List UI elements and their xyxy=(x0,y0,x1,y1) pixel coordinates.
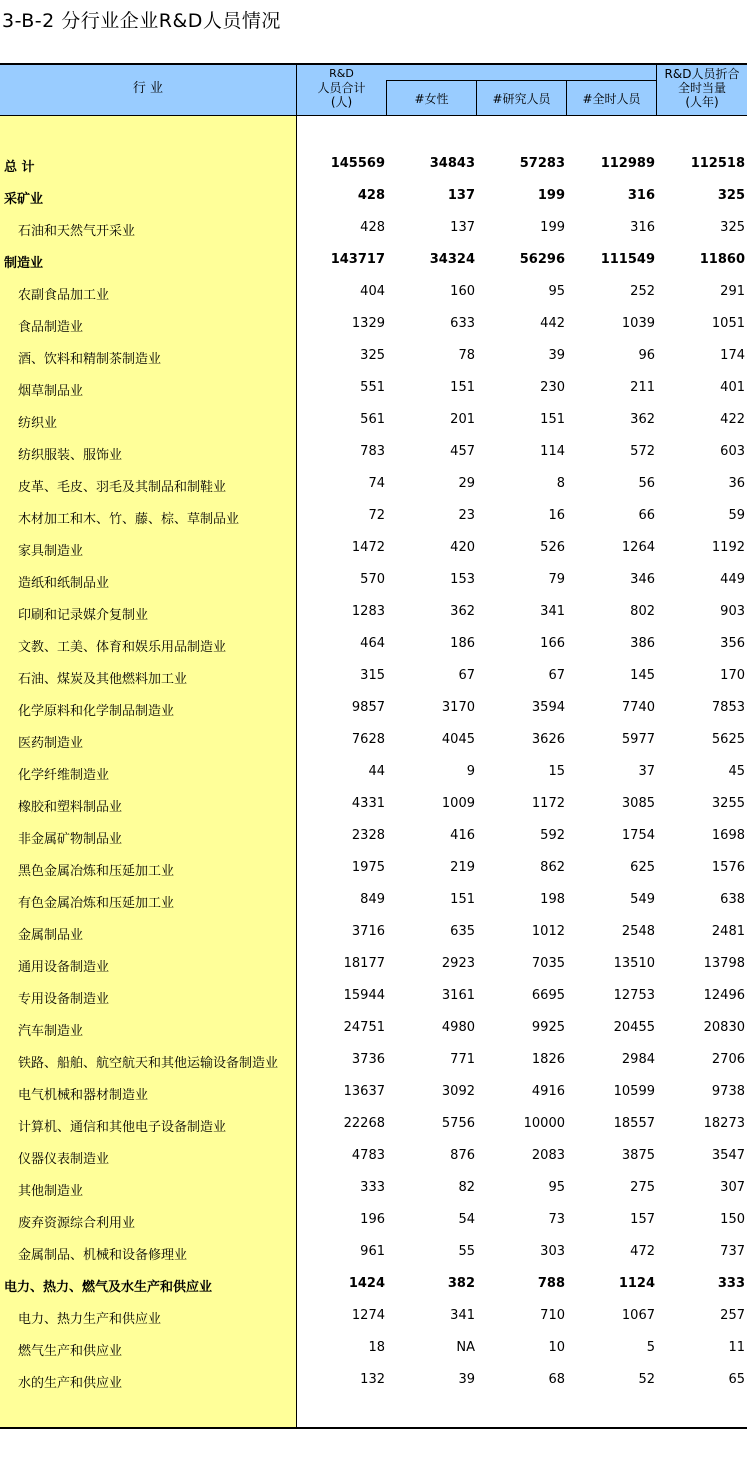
table-row xyxy=(0,276,747,308)
industry-name: 仪器仪表制造业 xyxy=(18,1152,110,1167)
industry-name: 电力、热力生产和供应业 xyxy=(18,1312,162,1327)
page-title: 3-B-2 分行业企业R&D人员情况 xyxy=(2,10,281,32)
table-row xyxy=(0,244,747,276)
cell-value: 570 xyxy=(360,572,385,587)
cell-value: 316 xyxy=(630,220,655,235)
industry-name: 木材加工和木、竹、藤、棕、草制品业 xyxy=(18,512,240,527)
cell-value: 783 xyxy=(360,444,385,459)
cell-value: 59 xyxy=(728,508,745,523)
cell-value: 876 xyxy=(450,1148,475,1163)
industry-name: 黑色金属冶炼和压延加工业 xyxy=(18,864,175,879)
cell-value: 2481 xyxy=(711,924,745,939)
table-row xyxy=(0,1236,747,1268)
cell-value: 2923 xyxy=(441,956,475,971)
industry-name: 酒、饮料和精制茶制造业 xyxy=(18,352,162,367)
industry-name: 有色金属冶炼和压延加工业 xyxy=(18,896,175,911)
cell-value: 333 xyxy=(360,1180,385,1195)
cell-value: 157 xyxy=(630,1212,655,1227)
cell-value: 303 xyxy=(540,1244,565,1259)
cell-value: 710 xyxy=(540,1308,565,1323)
table-row xyxy=(0,884,747,916)
header-total-line2: 人员合计 xyxy=(317,81,366,95)
industry-name: 计算机、通信和其他电子设备制造业 xyxy=(18,1120,227,1135)
cell-value: 186 xyxy=(450,636,475,651)
cell-value: 1172 xyxy=(531,796,565,811)
cell-value: 73 xyxy=(548,1212,565,1227)
cell-value: 3736 xyxy=(351,1052,385,1067)
cell-value: 1009 xyxy=(441,796,475,811)
cell-value: 20455 xyxy=(613,1020,655,1035)
cell-value: 196 xyxy=(360,1212,385,1227)
industry-name: 化学原料和化学制品制造业 xyxy=(18,704,175,719)
table-row xyxy=(0,916,747,948)
table-row xyxy=(0,980,747,1012)
cell-value: 11 xyxy=(728,1340,745,1355)
cell-value: 13637 xyxy=(343,1084,385,1099)
cell-value: 150 xyxy=(720,1212,745,1227)
cell-value: 1051 xyxy=(711,316,745,331)
industry-name: 家具制造业 xyxy=(18,544,84,559)
cell-value: 68 xyxy=(548,1372,565,1387)
cell-value: 11860 xyxy=(699,252,745,267)
industry-name: 燃气生产和供应业 xyxy=(18,1344,123,1359)
cell-value: 39 xyxy=(548,348,565,363)
cell-value: 20830 xyxy=(703,1020,745,1035)
cell-value: 526 xyxy=(540,540,565,555)
table-row xyxy=(0,1108,747,1140)
cell-value: 633 xyxy=(450,316,475,331)
cell-value: 34324 xyxy=(429,252,475,267)
table-row xyxy=(0,1012,747,1044)
table-row xyxy=(0,1332,747,1364)
cell-value: 961 xyxy=(360,1244,385,1259)
cell-value: 65 xyxy=(728,1372,745,1387)
header-total-line3: (人) xyxy=(330,95,353,109)
cell-value: 625 xyxy=(630,860,655,875)
cell-value: 551 xyxy=(360,380,385,395)
cell-value: 4331 xyxy=(351,796,385,811)
cell-value: 1039 xyxy=(621,316,655,331)
cell-value: 78 xyxy=(458,348,475,363)
industry-name: 水的生产和供应业 xyxy=(18,1376,123,1391)
cell-value: 10599 xyxy=(613,1084,655,1099)
cell-value: 291 xyxy=(720,284,745,299)
cell-value: 862 xyxy=(540,860,565,875)
table-row xyxy=(0,340,747,372)
cell-value: 3875 xyxy=(621,1148,655,1163)
cell-value: 39 xyxy=(458,1372,475,1387)
cell-value: 4916 xyxy=(531,1084,565,1099)
industry-name: 石油、煤炭及其他燃料加工业 xyxy=(18,672,188,687)
industry-name: 采矿业 xyxy=(4,192,44,207)
cell-value: 67 xyxy=(548,668,565,683)
cell-value: 211 xyxy=(630,380,655,395)
table-row xyxy=(0,1300,747,1332)
cell-value: 788 xyxy=(537,1276,565,1291)
cell-value: 386 xyxy=(630,636,655,651)
cell-value: 307 xyxy=(720,1180,745,1195)
cell-value: 45 xyxy=(728,764,745,779)
cell-value: 36 xyxy=(728,476,745,491)
industry-name: 专用设备制造业 xyxy=(18,992,110,1007)
cell-value: 18273 xyxy=(703,1116,745,1131)
industry-name: 印刷和记录媒介复制业 xyxy=(18,608,149,623)
cell-value: 257 xyxy=(720,1308,745,1323)
cell-value: 22268 xyxy=(343,1116,385,1131)
header-industry: 行 业 xyxy=(132,81,164,96)
cell-value: 472 xyxy=(630,1244,655,1259)
table-row xyxy=(0,1076,747,1108)
cell-value: 24751 xyxy=(343,1020,385,1035)
cell-value: 56296 xyxy=(519,252,565,267)
cell-value: 404 xyxy=(360,284,385,299)
cell-value: 95 xyxy=(548,284,565,299)
cell-value: 802 xyxy=(630,604,655,619)
cell-value: 341 xyxy=(450,1308,475,1323)
cell-value: 145 xyxy=(630,668,655,683)
industry-name: 纺织服装、服饰业 xyxy=(18,448,123,463)
cell-value: 10 xyxy=(548,1340,565,1355)
cell-value: 153 xyxy=(450,572,475,587)
header-female: #女性 xyxy=(414,92,449,106)
cell-value: 315 xyxy=(360,668,385,683)
cell-value: 9857 xyxy=(351,700,385,715)
cell-value: 7035 xyxy=(531,956,565,971)
industry-name: 烟草制品业 xyxy=(18,384,84,399)
industry-name: 其他制造业 xyxy=(18,1184,84,1199)
cell-value: 638 xyxy=(720,892,745,907)
table-row xyxy=(0,1172,747,1204)
cell-value: 79 xyxy=(548,572,565,587)
cell-value: 362 xyxy=(450,604,475,619)
table-row xyxy=(0,820,747,852)
cell-value: 52 xyxy=(638,1372,655,1387)
cell-value: 275 xyxy=(630,1180,655,1195)
cell-value: 592 xyxy=(540,828,565,843)
cell-value: 428 xyxy=(357,188,385,203)
table-row xyxy=(0,852,747,884)
industry-name: 橡胶和塑料制品业 xyxy=(18,800,123,815)
cell-value: 9 xyxy=(466,764,475,779)
cell-value: 416 xyxy=(450,828,475,843)
cell-value: 442 xyxy=(540,316,565,331)
cell-value: 428 xyxy=(360,220,385,235)
industry-name: 纺织业 xyxy=(18,416,58,431)
industry-name: 电力、热力、燃气及水生产和供应业 xyxy=(4,1280,213,1295)
cell-value: 82 xyxy=(458,1180,475,1195)
cell-value: 1754 xyxy=(621,828,655,843)
cell-value: 333 xyxy=(717,1276,745,1291)
cell-value: 198 xyxy=(540,892,565,907)
industry-name: 金属制品、机械和设备修理业 xyxy=(18,1248,188,1263)
table-row xyxy=(0,1268,747,1300)
table-row xyxy=(0,532,747,564)
table-row xyxy=(0,1044,747,1076)
cell-value: 15944 xyxy=(343,988,385,1003)
cell-value: 4783 xyxy=(351,1148,385,1163)
industry-name: 金属制品业 xyxy=(18,928,84,943)
industry-name: 铁路、船舶、航空航天和其他运输设备制造业 xyxy=(18,1056,279,1071)
cell-value: 114 xyxy=(540,444,565,459)
cell-value: 635 xyxy=(450,924,475,939)
cell-value: 3161 xyxy=(441,988,475,1003)
table-row xyxy=(0,148,747,180)
cell-value: 3092 xyxy=(441,1084,475,1099)
table-row xyxy=(0,372,747,404)
table-row xyxy=(0,692,747,724)
cell-value: 771 xyxy=(450,1052,475,1067)
cell-value: 137 xyxy=(447,188,475,203)
cell-value: 219 xyxy=(450,860,475,875)
cell-value: 2328 xyxy=(351,828,385,843)
cell-value: 1124 xyxy=(618,1276,655,1291)
cell-value: 13510 xyxy=(613,956,655,971)
cell-value: 420 xyxy=(450,540,475,555)
cell-value: 143717 xyxy=(330,252,385,267)
cell-value: 12496 xyxy=(703,988,745,1003)
table-row xyxy=(0,564,747,596)
table-row xyxy=(0,1364,747,1396)
cell-value: 1329 xyxy=(351,316,385,331)
cell-value: 151 xyxy=(450,892,475,907)
table-row xyxy=(0,1204,747,1236)
cell-value: 1012 xyxy=(531,924,565,939)
table-row xyxy=(0,468,747,500)
header-equiv-line2: 全时当量 xyxy=(677,81,726,95)
industry-name: 非金属矿物制品业 xyxy=(18,832,123,847)
cell-value: 603 xyxy=(720,444,745,459)
table-row xyxy=(0,404,747,436)
industry-name: 文教、工美、体育和娱乐用品制造业 xyxy=(18,640,227,655)
cell-value: 23 xyxy=(458,508,475,523)
cell-value: 7628 xyxy=(351,732,385,747)
industry-name: 造纸和纸制品业 xyxy=(18,576,110,591)
cell-value: 325 xyxy=(360,348,385,363)
cell-value: 170 xyxy=(720,668,745,683)
cell-value: 199 xyxy=(537,188,565,203)
cell-value: 151 xyxy=(540,412,565,427)
cell-value: 7853 xyxy=(711,700,745,715)
cell-value: 4045 xyxy=(441,732,475,747)
industry-name: 石油和天然气开采业 xyxy=(18,224,136,239)
industry-name: 化学纤维制造业 xyxy=(18,768,110,783)
cell-value: 2984 xyxy=(621,1052,655,1067)
cell-value: 737 xyxy=(720,1244,745,1259)
cell-value: 1283 xyxy=(351,604,385,619)
cell-value: 12753 xyxy=(613,988,655,1003)
cell-value: 145569 xyxy=(330,156,385,171)
cell-value: 849 xyxy=(360,892,385,907)
cell-value: 1192 xyxy=(711,540,745,555)
cell-value: 57283 xyxy=(519,156,565,171)
cell-value: 356 xyxy=(720,636,745,651)
cell-value: 3255 xyxy=(711,796,745,811)
cell-value: 44 xyxy=(368,764,385,779)
table-row xyxy=(0,756,747,788)
cell-value: 3085 xyxy=(621,796,655,811)
cell-value: 2083 xyxy=(531,1148,565,1163)
cell-value: 1274 xyxy=(351,1308,385,1323)
cell-value: 5 xyxy=(646,1340,655,1355)
cell-value: 382 xyxy=(447,1276,475,1291)
industry-name: 通用设备制造业 xyxy=(18,960,110,975)
cell-value: 3626 xyxy=(531,732,565,747)
cell-value: 3594 xyxy=(531,700,565,715)
cell-value: 16 xyxy=(548,508,565,523)
cell-value: 67 xyxy=(458,668,475,683)
cell-value: 3716 xyxy=(351,924,385,939)
cell-value: 316 xyxy=(627,188,655,203)
cell-value: 2706 xyxy=(711,1052,745,1067)
cell-value: 112989 xyxy=(600,156,655,171)
table-row xyxy=(0,1140,747,1172)
cell-value: 561 xyxy=(360,412,385,427)
cell-value: 10000 xyxy=(523,1116,565,1131)
header-total-line1: R&D xyxy=(329,67,354,80)
cell-value: 464 xyxy=(360,636,385,651)
table-row xyxy=(0,788,747,820)
industry-name: 电气机械和器材制造业 xyxy=(18,1088,149,1103)
table-row xyxy=(0,212,747,244)
cell-value: 96 xyxy=(638,348,655,363)
header-total xyxy=(297,67,386,109)
cell-value: 325 xyxy=(717,188,745,203)
cell-value: NA xyxy=(456,1340,475,1355)
cell-value: 346 xyxy=(630,572,655,587)
cell-value: 66 xyxy=(638,508,655,523)
cell-value: 9738 xyxy=(711,1084,745,1099)
cell-value: 4980 xyxy=(441,1020,475,1035)
cell-value: 160 xyxy=(450,284,475,299)
industry-name: 总 计 xyxy=(4,160,35,175)
header-fulltime: #全时人员 xyxy=(582,92,641,106)
cell-value: 572 xyxy=(630,444,655,459)
cell-value: 56 xyxy=(638,476,655,491)
cell-value: 18557 xyxy=(613,1116,655,1131)
cell-value: 1975 xyxy=(351,860,385,875)
cell-value: 549 xyxy=(630,892,655,907)
cell-value: 95 xyxy=(548,1180,565,1195)
cell-value: 112518 xyxy=(690,156,745,171)
cell-value: 201 xyxy=(450,412,475,427)
cell-value: 5756 xyxy=(441,1116,475,1131)
cell-value: 1264 xyxy=(621,540,655,555)
table-row xyxy=(0,660,747,692)
table-row xyxy=(0,596,747,628)
table-row xyxy=(0,500,747,532)
header-equiv-line1: R&D人员折合 xyxy=(664,67,740,81)
cell-value: 174 xyxy=(720,348,745,363)
cell-value: 341 xyxy=(540,604,565,619)
industry-name: 废弃资源综合利用业 xyxy=(18,1216,136,1231)
cell-value: 8 xyxy=(556,476,565,491)
cell-value: 5625 xyxy=(711,732,745,747)
cell-value: 252 xyxy=(630,284,655,299)
header-equiv-line3: (人年) xyxy=(685,95,719,109)
cell-value: 199 xyxy=(540,220,565,235)
cell-value: 18177 xyxy=(343,956,385,971)
table-row xyxy=(0,628,747,660)
cell-value: 2548 xyxy=(621,924,655,939)
cell-value: 5977 xyxy=(621,732,655,747)
cell-value: 449 xyxy=(720,572,745,587)
industry-name: 食品制造业 xyxy=(18,320,84,335)
header-equiv xyxy=(657,67,747,109)
industry-name: 医药制造业 xyxy=(18,736,84,751)
cell-value: 1067 xyxy=(621,1308,655,1323)
cell-value: 74 xyxy=(368,476,385,491)
cell-value: 1576 xyxy=(711,860,745,875)
industry-name: 农副食品加工业 xyxy=(18,288,110,303)
cell-value: 166 xyxy=(540,636,565,651)
cell-value: 55 xyxy=(458,1244,475,1259)
cell-value: 54 xyxy=(458,1212,475,1227)
cell-value: 1472 xyxy=(351,540,385,555)
header-research: #研究人员 xyxy=(492,92,551,106)
cell-value: 13798 xyxy=(703,956,745,971)
cell-value: 29 xyxy=(458,476,475,491)
cell-value: 137 xyxy=(450,220,475,235)
table-row xyxy=(0,436,747,468)
cell-value: 422 xyxy=(720,412,745,427)
cell-value: 3547 xyxy=(711,1148,745,1163)
cell-value: 1826 xyxy=(531,1052,565,1067)
industry-name: 皮革、毛皮、羽毛及其制品和制鞋业 xyxy=(18,480,227,495)
industry-name: 制造业 xyxy=(4,256,44,271)
cell-value: 6695 xyxy=(531,988,565,1003)
cell-value: 3170 xyxy=(441,700,475,715)
cell-value: 401 xyxy=(720,380,745,395)
cell-value: 151 xyxy=(450,380,475,395)
cell-value: 362 xyxy=(630,412,655,427)
cell-value: 1698 xyxy=(711,828,745,843)
cell-value: 15 xyxy=(548,764,565,779)
cell-value: 72 xyxy=(368,508,385,523)
cell-value: 457 xyxy=(450,444,475,459)
cell-value: 132 xyxy=(360,1372,385,1387)
cell-value: 7740 xyxy=(621,700,655,715)
cell-value: 111549 xyxy=(600,252,655,267)
cell-value: 34843 xyxy=(429,156,475,171)
cell-value: 325 xyxy=(720,220,745,235)
cell-value: 903 xyxy=(720,604,745,619)
cell-value: 1424 xyxy=(348,1276,385,1291)
table-row xyxy=(0,180,747,212)
cell-value: 230 xyxy=(540,380,565,395)
cell-value: 18 xyxy=(368,1340,385,1355)
table-row xyxy=(0,724,747,756)
cell-value: 37 xyxy=(638,764,655,779)
cell-value: 9925 xyxy=(531,1020,565,1035)
industry-name: 汽车制造业 xyxy=(18,1024,84,1039)
table-row xyxy=(0,308,747,340)
table-row xyxy=(0,948,747,980)
